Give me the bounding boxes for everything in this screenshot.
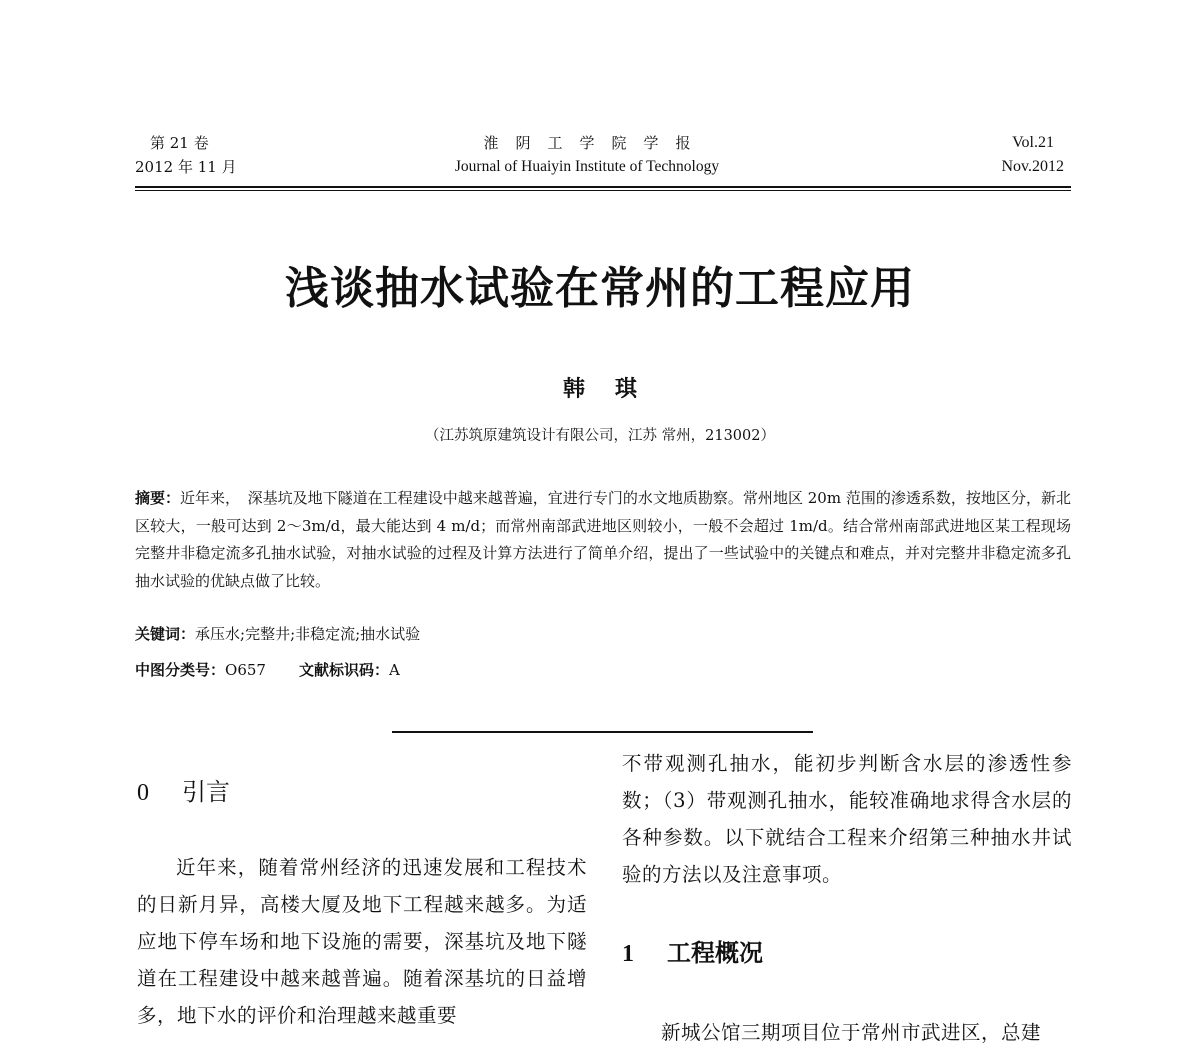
abstract — [135, 485, 1071, 595]
section-title: 工程概况 — [667, 939, 763, 967]
abstract-text: 近年来， 深基坑及地下隧道在工程建设中越来越普遍，宜进行专门的水文地质勘察。常州地区 20m 范围的渗透系数，按地区分，新北区较大，一般可达到 2～3m/d，最大能达到 4 m/d；而常州南部武进地区则较小，一般不会超过 1m/d。结合常州南部武进地区某工程现场完整井非稳定流多孔抽水试验，对抽水试验的过程及计算方法进行了简单介绍，提出了一些试验中的关键点和难点，并对完整井非稳定流多孔抽水试验的优缺点做了比较。 — [135, 489, 1071, 590]
author-affiliation: （江苏筑原建筑设计有限公司，江苏 常州，213002） — [425, 428, 775, 444]
continued-paragraph — [622, 745, 1072, 893]
journal-name-en: Journal of Huaiyin Institute of Technology — [454, 158, 720, 175]
header-right — [1001, 131, 1064, 179]
section-heading-overview — [622, 933, 1072, 974]
body-text: 不带观测孔抽水，能初步判断含水层的渗透性参数；（3）带观测孔抽水，能较准确地求得含水层的各种参数。以下就结合工程来介绍第三种抽水井试验的方法以及注意事项。 — [622, 752, 1072, 886]
section-heading-intro — [137, 772, 587, 813]
body-text: 新城公馆三期项目位于常州市武进区，总建 — [661, 1021, 1042, 1044]
abstract-label: 摘要： — [135, 489, 181, 507]
clc-label: 中图分类号： — [135, 661, 226, 679]
volume-number-cn: 第 21 卷 — [150, 134, 209, 152]
volume-number-en: Vol.21 — [1012, 134, 1054, 151]
intro-paragraph — [137, 849, 587, 1034]
journal-name-cn: 淮阴工学院学报 — [483, 134, 708, 152]
keywords — [135, 622, 420, 646]
header-left — [135, 131, 237, 179]
header-rule-thick — [135, 186, 1071, 188]
keywords-text: 承压水;完整井;非稳定流;抽水试验 — [195, 625, 421, 643]
journal-name — [380, 131, 794, 179]
section-number: 0 — [137, 780, 149, 806]
article-title: 浅谈抽水试验在常州的工程应用 — [285, 263, 915, 314]
clc-value: O657 — [225, 661, 266, 679]
document-code-label: 文献标识码： — [299, 661, 390, 679]
left-column — [137, 772, 587, 1034]
document-code-value: A — [389, 661, 400, 679]
body-text: 近年来，随着常州经济的迅速发展和工程技术的日新月异，高楼大厦及地下工程越来越多。为适应地下停车场和地下设施的需要，深基坑及地下隧道在工程建设中越来越普遍。随着深基坑的日益增多，地下水的评价和治理越来越重要 — [137, 856, 587, 1027]
section-title: 引言 — [182, 778, 230, 806]
header-rule-thin — [135, 190, 1071, 191]
article-author: 韩琪 — [562, 376, 667, 402]
issue-date-en: Nov.2012 — [1001, 158, 1064, 175]
overview-paragraph — [622, 1014, 1072, 1051]
section-number: 1 — [622, 941, 634, 967]
classification-info — [135, 658, 400, 682]
issue-date-cn: 2012 年 11 月 — [135, 158, 237, 176]
abstract-separator-rule — [392, 731, 813, 733]
keywords-label: 关键词： — [135, 625, 196, 643]
right-column — [622, 745, 1072, 1051]
